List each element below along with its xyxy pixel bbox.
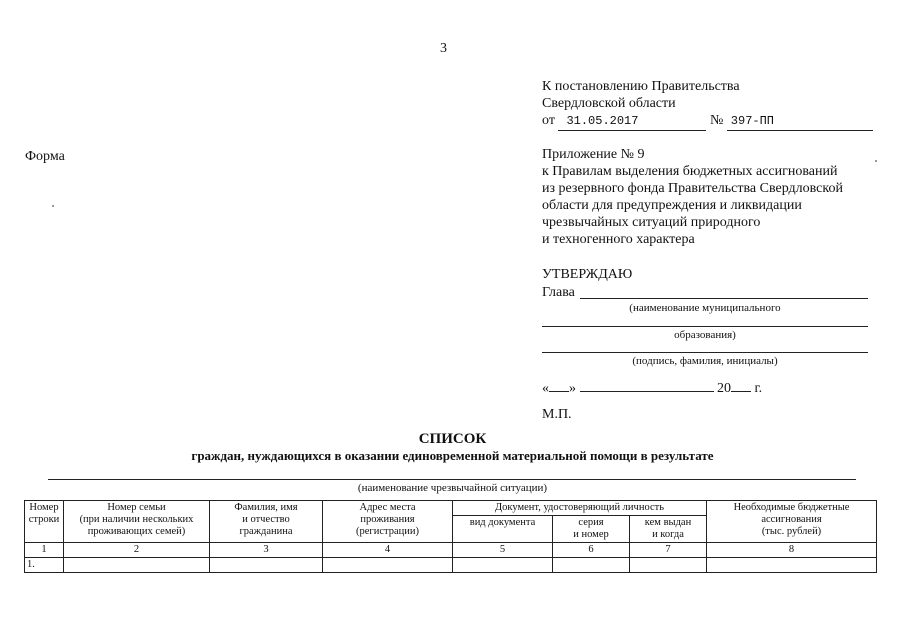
table-cell (64, 558, 210, 573)
header-address: Адрес места проживания (регистрации) (323, 501, 453, 543)
appendix-line: и техногенного характера (542, 232, 695, 247)
table-cell (210, 558, 323, 573)
citizens-table (24, 500, 877, 573)
number-cell: 3 (210, 543, 323, 558)
scan-speck (52, 205, 54, 207)
table-cell (630, 558, 707, 573)
number-cell: 2 (64, 543, 210, 558)
date-prefix: от (542, 113, 555, 128)
table-cell (553, 558, 630, 573)
appendix-line: к Правилам выделения бюджетных ассигнований (542, 164, 838, 179)
form-label: Форма (25, 149, 65, 164)
header-budget: Необходимые бюджетные ассигнования (тыс. рублей) (707, 501, 877, 543)
resolution-block (542, 78, 882, 131)
table-cell (453, 558, 553, 573)
approval-date-row (542, 380, 762, 397)
resolution-line-1: К постановлению Правительства (542, 79, 740, 94)
resolution-date-row (542, 112, 882, 131)
head-label: Глава (542, 285, 575, 300)
header-doc-issued: кем выдан и когда (630, 516, 707, 543)
table-header-row (25, 501, 877, 516)
year-blank (731, 391, 751, 392)
head-signature-line (580, 298, 868, 299)
header-family-number: Номер семьи (при наличии нескольких проживающих семей) (64, 501, 210, 543)
municipality-line (542, 326, 868, 327)
header-full-name: Фамилия, имя и отчество гражданина (210, 501, 323, 543)
number-cell: 8 (707, 543, 877, 558)
header-doc-type: вид документа (453, 516, 553, 543)
caption-formation: образования) (674, 329, 736, 341)
header-row-number: Номер строки (25, 501, 64, 543)
number-cell: 7 (630, 543, 707, 558)
situation-caption: (наименование чрезвычайной ситуации) (357, 482, 548, 494)
row-number-cell: 1. (25, 558, 64, 573)
caption-signature: (подпись, фамилия, инициалы) (632, 355, 778, 367)
appendix-block (542, 146, 887, 248)
document-title: СПИСОК (418, 431, 487, 447)
header-doc-series: серия и номер (553, 516, 630, 543)
table-cell (323, 558, 453, 573)
number-cell: 5 (453, 543, 553, 558)
situation-line (48, 479, 856, 480)
table-numbering-row (25, 543, 877, 558)
stamp-label: М.П. (542, 407, 572, 422)
year-suffix: г. (754, 381, 763, 396)
approval-heading: УТВЕРЖДАЮ (542, 267, 633, 282)
resolution-number: 397-ПП (727, 113, 873, 131)
close-quote: » (569, 381, 576, 396)
header-document-group: Документ, удостоверяющий личность (453, 501, 707, 516)
signature-line (542, 352, 868, 353)
open-quote: « (542, 381, 549, 396)
document-subtitle: граждан, нуждающихся в оказании единовременной материальной помощи в результате (191, 448, 714, 463)
day-blank (549, 391, 569, 392)
resolution-line-2: Свердловской области (542, 96, 676, 111)
caption-municipality: (наименование муниципального (629, 302, 781, 314)
page-number: 3 (440, 41, 447, 56)
year-prefix: 20 (717, 381, 731, 396)
table-cell (707, 558, 877, 573)
number-cell: 1 (25, 543, 64, 558)
appendix-title: Приложение № 9 (542, 147, 645, 162)
number-cell: 6 (553, 543, 630, 558)
appendix-line: области для предупреждения и ликвидации (542, 198, 802, 213)
number-prefix: № (709, 113, 724, 128)
number-cell: 4 (323, 543, 453, 558)
table-row (25, 558, 877, 573)
appendix-line: из резервного фонда Правительства Свердловской (542, 181, 843, 196)
appendix-line: чрезвычайных ситуаций природного (542, 215, 761, 230)
resolution-date: 31.05.2017 (558, 113, 706, 131)
month-blank (580, 391, 714, 392)
